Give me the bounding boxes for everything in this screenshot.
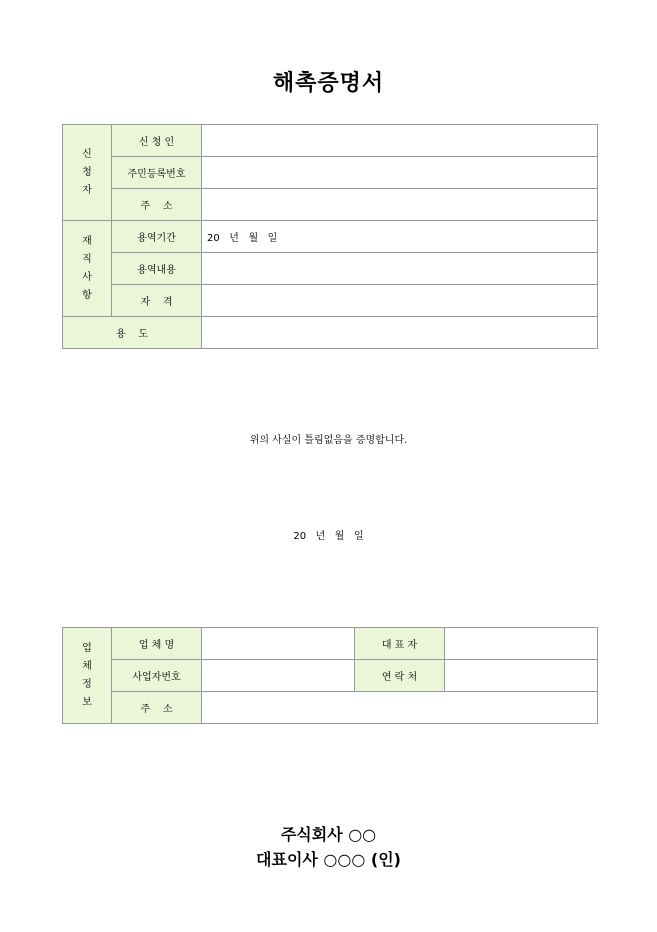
group-char: 직 (82, 253, 92, 265)
field-ceo[interactable] (445, 628, 598, 660)
label-ceo: 대 표 자 (355, 628, 445, 660)
field-purpose[interactable] (202, 317, 598, 349)
group-char: 업 (82, 642, 92, 654)
group-char: 재 (82, 235, 92, 247)
label-contact: 연 락 처 (355, 660, 445, 692)
company-signature: 주식회사 ○○ (280, 825, 377, 844)
group-char: 신 (82, 148, 92, 160)
group-char: 보 (82, 696, 92, 708)
field-service-period[interactable]: 20 년 월 일 (202, 221, 598, 253)
group-employment (63, 221, 112, 317)
group-company-info (63, 628, 112, 724)
field-service-content[interactable] (202, 253, 598, 285)
label-applicant: 신 청 인 (112, 125, 202, 157)
field-business-number[interactable] (202, 660, 355, 692)
group-char: 자 (82, 184, 92, 196)
field-address[interactable] (202, 189, 598, 221)
group-char: 체 (82, 660, 92, 672)
group-char: 정 (82, 678, 92, 690)
label-purpose: 용 도 (63, 317, 202, 349)
label-company-address: 주 소 (112, 692, 202, 724)
label-address: 주 소 (112, 189, 202, 221)
group-char: 항 (82, 289, 92, 301)
field-contact[interactable] (445, 660, 598, 692)
issue-date: 20 년 월 일 (293, 531, 364, 542)
group-char: 사 (82, 271, 92, 283)
company-table (62, 627, 598, 724)
label-service-period: 용역기간 (112, 221, 202, 253)
label-company-name: 업 체 명 (112, 628, 202, 660)
group-applicant (63, 125, 112, 221)
document-title: 해촉증명서 (272, 71, 385, 96)
ceo-signature: 대표이사 ○○○ (인) (256, 850, 401, 869)
field-company-name[interactable] (202, 628, 355, 660)
label-service-content: 용역내용 (112, 253, 202, 285)
group-char: 청 (82, 166, 92, 178)
label-resident-number: 주민등록번호 (112, 157, 202, 189)
statement: 위의 사실이 틀림없음을 증명합니다. (249, 435, 408, 446)
field-qualification[interactable] (202, 285, 598, 317)
field-resident-number[interactable] (202, 157, 598, 189)
applicant-table (62, 124, 598, 349)
label-business-number: 사업자번호 (112, 660, 202, 692)
field-applicant[interactable] (202, 125, 598, 157)
field-company-address[interactable] (202, 692, 598, 724)
label-qualification: 자 격 (112, 285, 202, 317)
